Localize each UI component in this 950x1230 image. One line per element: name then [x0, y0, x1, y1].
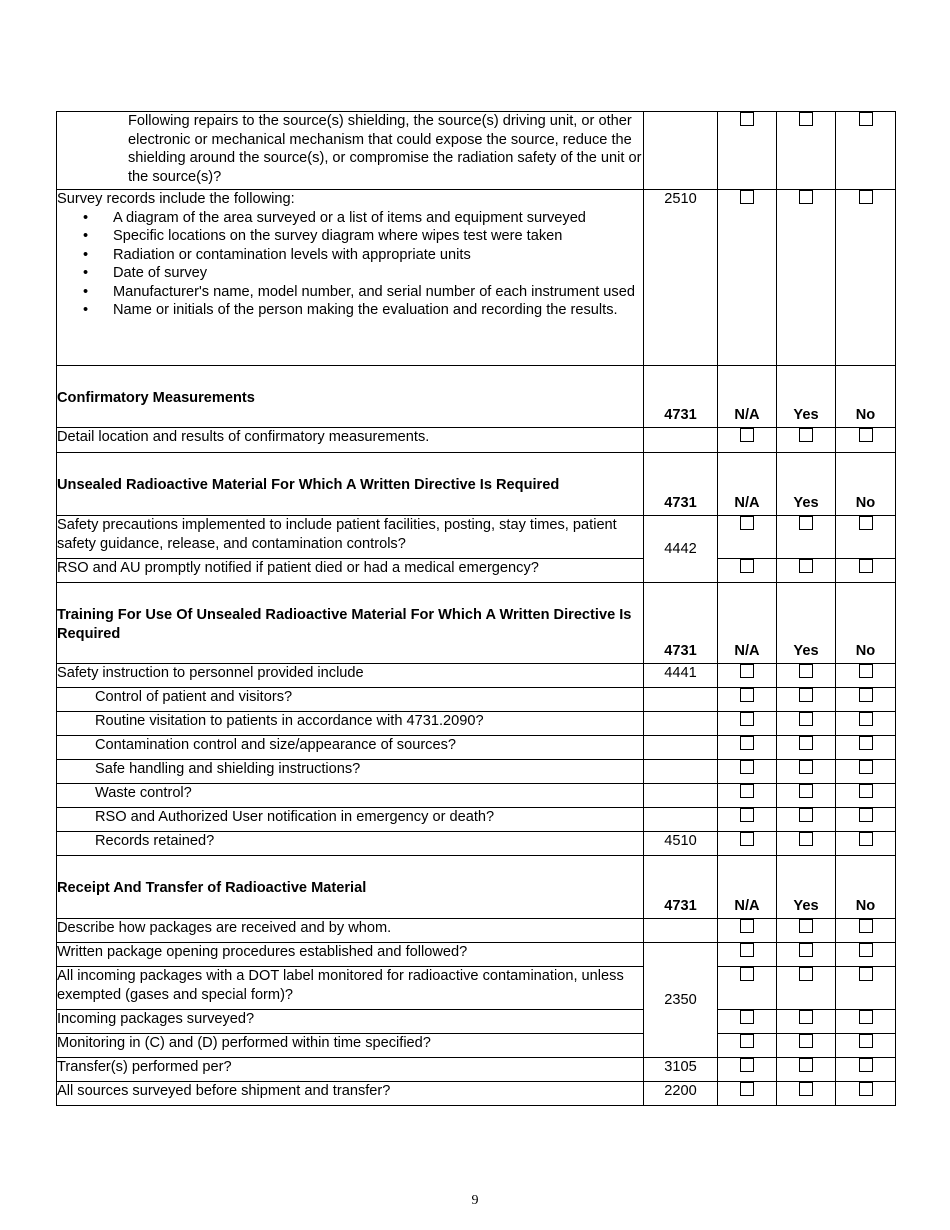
na-checkbox[interactable] [740, 1010, 754, 1024]
yes-checkbox[interactable] [799, 967, 813, 981]
question-text: Records retained? [57, 832, 644, 856]
no-checkbox[interactable] [859, 1082, 873, 1096]
table-row [57, 943, 896, 967]
question-text: Monitoring in (C) and (D) performed within time specified? [57, 1034, 644, 1058]
no-checkbox[interactable] [859, 784, 873, 798]
yes-checkbox[interactable] [799, 664, 813, 678]
table-row [57, 1034, 896, 1058]
yes-checkbox[interactable] [799, 1082, 813, 1096]
table-row [57, 1010, 896, 1034]
no-checkbox[interactable] [859, 943, 873, 957]
na-checkbox[interactable] [740, 967, 754, 981]
rule-reference [644, 712, 718, 736]
yes-checkbox[interactable] [799, 1058, 813, 1072]
rule-reference [644, 784, 718, 808]
question-cell [57, 190, 644, 366]
page-number: 9 [471, 1193, 479, 1208]
rule-reference [644, 919, 718, 943]
question-text: Survey records include the following: [57, 191, 295, 207]
yes-column-header: Yes [777, 856, 836, 919]
yes-checkbox[interactable] [799, 428, 813, 442]
na-checkbox[interactable] [740, 688, 754, 702]
list-item: • A diagram of the area surveyed or a list of items and equipment surveyed [113, 209, 643, 228]
table-row [57, 784, 896, 808]
no-column-header: No [836, 366, 896, 428]
yes-checkbox[interactable] [799, 190, 813, 204]
no-checkbox[interactable] [859, 559, 873, 573]
na-column-header: N/A [718, 453, 777, 516]
question-text: Safe handling and shielding instructions? [57, 760, 644, 784]
section-title: Receipt And Transfer of Radioactive Material [57, 856, 644, 919]
section-header-row [57, 856, 896, 919]
no-column-header: No [836, 453, 896, 516]
list-item: • Specific locations on the survey diagram where wipes test were taken [113, 227, 643, 246]
table-row [57, 559, 896, 583]
table-row [57, 516, 896, 559]
table-row [57, 688, 896, 712]
question-text: Control of patient and visitors? [57, 688, 644, 712]
section-rule-number: 4731 [644, 366, 718, 428]
na-checkbox[interactable] [740, 712, 754, 726]
na-checkbox[interactable] [740, 190, 754, 204]
table-row [57, 1082, 896, 1106]
table-row [57, 808, 896, 832]
na-column-header: N/A [718, 856, 777, 919]
yes-checkbox[interactable] [799, 559, 813, 573]
question-text: Safety instruction to personnel provided include [57, 664, 644, 688]
na-checkbox[interactable] [740, 1058, 754, 1072]
question-text: All incoming packages with a DOT label monitored for radioactive contamination, unless exempted (gases and special form)? [57, 967, 644, 1010]
no-checkbox[interactable] [859, 967, 873, 981]
table-row [57, 760, 896, 784]
no-checkbox[interactable] [859, 112, 873, 126]
rule-reference: 2200 [644, 1082, 718, 1106]
na-checkbox[interactable] [740, 784, 754, 798]
no-column-header: No [836, 583, 896, 664]
na-checkbox[interactable] [740, 808, 754, 822]
na-checkbox[interactable] [740, 736, 754, 750]
no-checkbox[interactable] [859, 1034, 873, 1048]
rule-reference [644, 808, 718, 832]
rule-reference: 2350 [644, 943, 718, 1058]
yes-checkbox[interactable] [799, 712, 813, 726]
table-row [57, 736, 896, 760]
inspection-checklist-table [56, 111, 896, 1106]
question-text: Contamination control and size/appearance of sources? [57, 736, 644, 760]
na-column-header: N/A [718, 366, 777, 428]
na-checkbox[interactable] [740, 428, 754, 442]
rule-reference [644, 112, 718, 190]
no-checkbox[interactable] [859, 1010, 873, 1024]
yes-checkbox[interactable] [799, 516, 813, 530]
table-row [57, 428, 896, 453]
question-text: Incoming packages surveyed? [57, 1010, 644, 1034]
na-checkbox[interactable] [740, 760, 754, 774]
no-checkbox[interactable] [859, 190, 873, 204]
na-checkbox[interactable] [740, 1082, 754, 1096]
table-row [57, 190, 896, 366]
no-checkbox[interactable] [859, 919, 873, 933]
list-item: • Manufacturer's name, model number, and serial number of each instrument used [113, 283, 643, 302]
na-checkbox[interactable] [740, 943, 754, 957]
rule-reference [644, 428, 718, 453]
no-checkbox[interactable] [859, 808, 873, 822]
no-checkbox[interactable] [859, 428, 873, 442]
yes-checkbox[interactable] [799, 943, 813, 957]
table-row [57, 112, 896, 190]
question-text: RSO and Authorized User notification in emergency or death? [57, 808, 644, 832]
table-row [57, 832, 896, 856]
na-checkbox[interactable] [740, 832, 754, 846]
yes-checkbox[interactable] [799, 112, 813, 126]
section-title: Training For Use Of Unsealed Radioactive Material For Which A Written Directive Is Required [57, 583, 644, 664]
list-item: • Radiation or contamination levels with appropriate units [113, 246, 643, 265]
question-text: Written package opening procedures established and followed? [57, 943, 644, 967]
na-checkbox[interactable] [740, 112, 754, 126]
table-row [57, 712, 896, 736]
na-checkbox[interactable] [740, 1034, 754, 1048]
no-checkbox[interactable] [859, 832, 873, 846]
section-header-row [57, 583, 896, 664]
rule-reference: 3105 [644, 1058, 718, 1082]
no-checkbox[interactable] [859, 664, 873, 678]
yes-checkbox[interactable] [799, 736, 813, 750]
table-row [57, 919, 896, 943]
no-checkbox[interactable] [859, 688, 873, 702]
no-column-header: No [836, 856, 896, 919]
table-row [57, 1058, 896, 1082]
rule-reference [644, 760, 718, 784]
list-item: • Date of survey [113, 264, 643, 283]
question-text: All sources surveyed before shipment and transfer? [57, 1082, 644, 1106]
question-text: Safety precautions implemented to include patient facilities, posting, stay times, patient safety guidance, release, and contamination controls? [57, 516, 644, 559]
section-header-row [57, 453, 896, 516]
question-text: Waste control? [57, 784, 644, 808]
section-title: Unsealed Radioactive Material For Which A Written Directive Is Required [57, 453, 644, 516]
rule-reference [644, 736, 718, 760]
yes-checkbox[interactable] [799, 919, 813, 933]
na-checkbox[interactable] [740, 664, 754, 678]
section-title: Confirmatory Measurements [57, 366, 644, 428]
section-rule-number: 4731 [644, 453, 718, 516]
question-text: Describe how packages are received and by whom. [57, 919, 644, 943]
survey-record-list [57, 209, 643, 320]
question-text: Following repairs to the source(s) shielding, the source(s) driving unit, or other electronic or mechanical mechanism that could expose the source, reduce the shielding around the source(s), or compromise the radiation safety of the unit or the source(s)? [57, 112, 644, 190]
section-header-row [57, 366, 896, 428]
table-row [57, 664, 896, 688]
na-column-header: N/A [718, 583, 777, 664]
section-rule-number: 4731 [644, 856, 718, 919]
yes-checkbox[interactable] [799, 760, 813, 774]
question-text: Detail location and results of confirmatory measurements. [57, 428, 644, 453]
yes-checkbox[interactable] [799, 1034, 813, 1048]
yes-column-header: Yes [777, 453, 836, 516]
rule-reference: 2510 [644, 190, 718, 366]
no-checkbox[interactable] [859, 1058, 873, 1072]
question-text: Routine visitation to patients in accordance with 4731.2090? [57, 712, 644, 736]
no-checkbox[interactable] [859, 760, 873, 774]
yes-checkbox[interactable] [799, 688, 813, 702]
yes-checkbox[interactable] [799, 784, 813, 798]
na-checkbox[interactable] [740, 919, 754, 933]
no-checkbox[interactable] [859, 736, 873, 750]
yes-column-header: Yes [777, 366, 836, 428]
rule-reference: 4510 [644, 832, 718, 856]
section-rule-number: 4731 [644, 583, 718, 664]
question-text: Transfer(s) performed per? [57, 1058, 644, 1082]
rule-reference: 4441 [644, 664, 718, 688]
rule-reference [644, 688, 718, 712]
yes-checkbox[interactable] [799, 832, 813, 846]
na-checkbox[interactable] [740, 559, 754, 573]
no-checkbox[interactable] [859, 516, 873, 530]
yes-checkbox[interactable] [799, 1010, 813, 1024]
yes-checkbox[interactable] [799, 808, 813, 822]
question-text: RSO and AU promptly notified if patient died or had a medical emergency? [57, 559, 644, 583]
yes-column-header: Yes [777, 583, 836, 664]
table-row [57, 967, 896, 1010]
rule-reference: 4442 [644, 516, 718, 583]
no-checkbox[interactable] [859, 712, 873, 726]
list-item: • Name or initials of the person making the evaluation and recording the results. [113, 301, 643, 320]
na-checkbox[interactable] [740, 516, 754, 530]
